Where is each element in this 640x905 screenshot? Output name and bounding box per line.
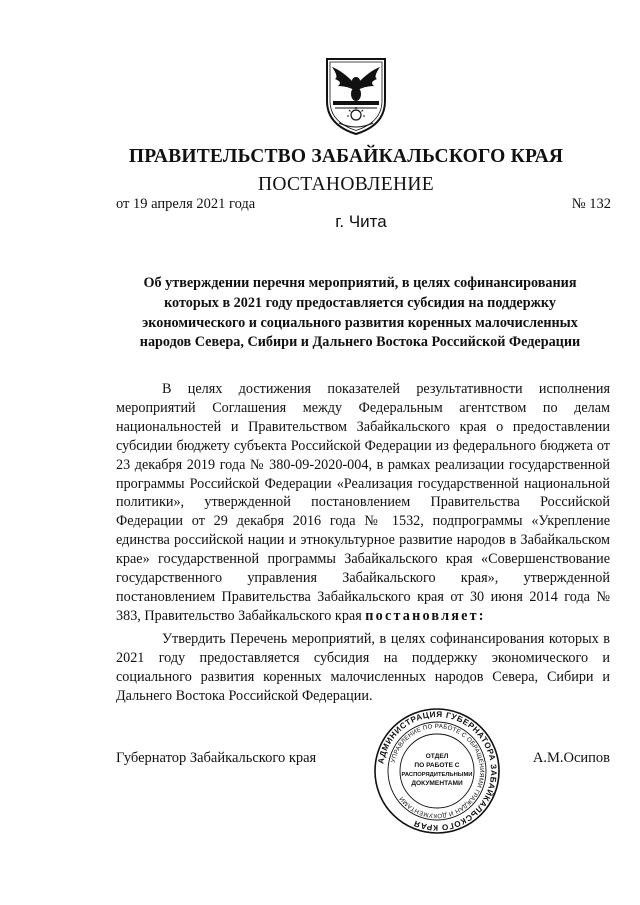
- body-paragraph-2: [116, 630, 610, 706]
- official-stamp: [372, 706, 502, 836]
- document-city: г. Чита: [335, 212, 387, 231]
- government-title: ПРАВИТЕЛЬСТВО ЗАБАЙКАЛЬСКОГО КРАЯ: [128, 146, 564, 167]
- stamp-center-line: РАСПОРЯДИТЕЛЬНЫМИ: [401, 772, 473, 778]
- stamp-center-line: ОТДЕЛ: [425, 753, 449, 760]
- stamp-inner-text: УПРАВЛЕНИЕ ПО РАБОТЕ С ОБРАЩЕНИЯМИ ГРАЖДАН И ДОКУМЕНТАМИ: [389, 722, 486, 820]
- document-type: ПОСТАНОВЛЕНИЕ: [258, 174, 434, 195]
- subject-line: народов Севера, Сибири и Дальнего Востока Российской Федерации: [139, 334, 581, 351]
- signer-name: А.М.Осипов: [532, 750, 610, 766]
- coat-of-arms-icon: [321, 55, 391, 137]
- document-number: № 132: [571, 196, 611, 212]
- paragraph-text: Утвердить Перечень мероприятий, в целях софинансирования которых в 2021 году предоставляется субсидия на поддержку экономического и социального развития коренных малочисленных народов Севера, Сибири и Дальнего Востока Российской Федерации.: [116, 631, 610, 704]
- subject-line: Об утверждении перечня мероприятий, в целях софинансирования: [143, 275, 577, 291]
- document-date: от 19 апреля 2021 года: [116, 196, 256, 212]
- document-subject: [110, 274, 610, 353]
- body-paragraph-1: [116, 380, 610, 626]
- paragraph-text: В целях достижения показателей результативности исполнения мероприятий Соглашения между Федеральным агентством по делам национальностей и Правительством Забайкальского края о предоставлении субсидии бюджету субъекта Российской Федерации из федерального бюджета от 23 декабря 2019 года № 380-09-2020-004, в рамках реализации государственной программы Российской Федерации «Реализация государственной национальной политики», утвержденной постановлением Правительства Российской Федерации от 29 декабря 2016 года № 1532, подпрограммы «Укрепление единства российской нации и этнокультурное развитие народов в Забайкальском крае» государственной программы Забайкальского края «Совершенствование государственного управления Забайкальского края», утвержденной постановлением Правительства Забайкальского края от 30 июня 2014 года № 383, Правительство Забайкальского края: [116, 381, 610, 624]
- stamp-center-line: ДОКУМЕНТАМИ: [411, 780, 463, 787]
- stamp-center-line: ПО РАБОТЕ С: [414, 762, 460, 769]
- subject-line: которых в 2021 году предоставляется субсидия на поддержку: [164, 294, 556, 311]
- signer-title: Губернатор Забайкальского края: [116, 750, 317, 766]
- resolution-verb: постановляет:: [365, 607, 486, 624]
- stamp-outer-text: АДМИНИСТРАЦИЯ ГУБЕРНАТОРА ЗАБАЙКАЛЬСКОГО КРАЯ: [376, 709, 499, 833]
- subject-line: экономического и социального развития коренных малочисленных: [142, 314, 578, 331]
